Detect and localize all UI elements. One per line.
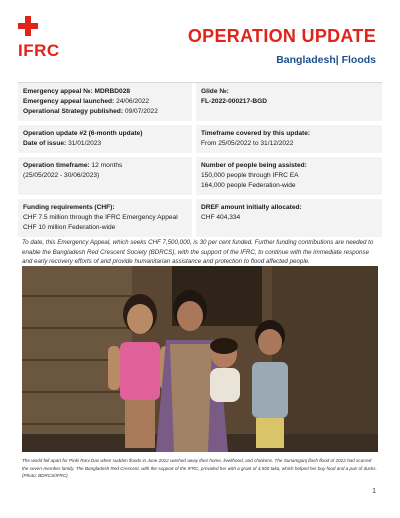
- intro-paragraph: To date, this Emergency Appeal, which seeks CHF 7,500,000, is 30 per cent funded. Further funding contributions are needed to enable the Bangladesh Red Crescent Society (BDRCS), with the support of the IFRC, to continue with the immediate response and early recovery efforts of and provide humanitarian assistance and protection to flood affected people.: [22, 239, 374, 265]
- info-cell: [196, 125, 382, 153]
- red-cross-icon: [18, 16, 38, 36]
- update-number-label: Operation update #2 (6-month update): [23, 130, 143, 137]
- document-title: OPERATION UPDATE: [187, 26, 376, 46]
- info-row: [18, 157, 382, 199]
- info-row: [18, 125, 382, 157]
- dref-amount-label: DREF amount initially allocated:: [201, 204, 302, 211]
- photo-caption: The world fell apart for Pinki Rani Das when sudden floods in June 2022 washed away their home, livelihood, and chickens. The Sunamganj flash flood of 2022 had scarred the seven-member family. The Bangladesh Red Crescent, with the support of the IFRC, provided her with a grant of 4,500 taka, which helped her buy food and a pair of ducks. (Photo: BDRCS/IFRC): [22, 458, 377, 478]
- red-crescent-icon: [42, 15, 62, 37]
- appeal-launched-label: Emergency appeal launched:: [23, 98, 115, 105]
- operation-timeframe-value: 12 months: [89, 162, 123, 169]
- appeal-info-table: [18, 82, 382, 241]
- funding-requirements-label: Funding requirements (CHF):: [23, 204, 115, 211]
- timeframe-covered-value: From 25/05/2022 to 31/12/2022: [201, 140, 294, 147]
- info-row: [18, 199, 382, 241]
- funding-federation: CHF 10 million Federation-wide: [23, 224, 116, 231]
- funding-ifrc: CHF 7.5 million through the IFRC Emergency Appeal: [23, 214, 178, 221]
- appeal-no-value: MDRBD028: [92, 88, 131, 95]
- info-cell: [196, 83, 382, 121]
- people-assisted-label: Number of people being assisted:: [201, 162, 307, 169]
- logo-text: IFRC: [18, 41, 60, 60]
- info-row: [18, 83, 382, 125]
- dref-amount-value: CHF 404,334: [201, 214, 241, 221]
- people-assisted-federation: 164,000 people Federation-wide: [201, 182, 296, 189]
- glide-label: Glide №:: [201, 88, 229, 95]
- issue-date-value: 31/01/2023: [66, 140, 102, 147]
- people-assisted-ifrc: 150,000 people through IFRC EA: [201, 172, 299, 179]
- operation-timeframe-label: Operation timeframe:: [23, 162, 90, 169]
- glide-value: FL-2022-000217-BGD: [201, 98, 267, 105]
- info-cell: [18, 199, 196, 237]
- ifrc-logo: [18, 14, 70, 61]
- appeal-launched-value: 24/06/2022: [114, 98, 150, 105]
- strategy-published-label: Operational Strategy published:: [23, 108, 124, 115]
- info-cell: [196, 157, 382, 195]
- family-photo: [22, 266, 378, 452]
- info-cell: [18, 157, 196, 195]
- info-cell: [196, 199, 382, 237]
- operation-timeframe-dates: (25/05/2022 - 30/06/2023): [23, 172, 100, 179]
- info-cell: [18, 83, 196, 121]
- document-subtitle: Bangladesh| Floods: [276, 54, 376, 66]
- timeframe-covered-label: Timeframe covered by this update:: [201, 130, 311, 137]
- issue-date-label: Date of issue:: [23, 140, 67, 147]
- strategy-published-value: 09/07/2022: [123, 108, 158, 115]
- info-cell: [18, 125, 196, 153]
- emblem-group: [18, 14, 70, 38]
- page-number: 1: [372, 488, 376, 495]
- appeal-no-label: Emergency appeal №:: [23, 88, 93, 95]
